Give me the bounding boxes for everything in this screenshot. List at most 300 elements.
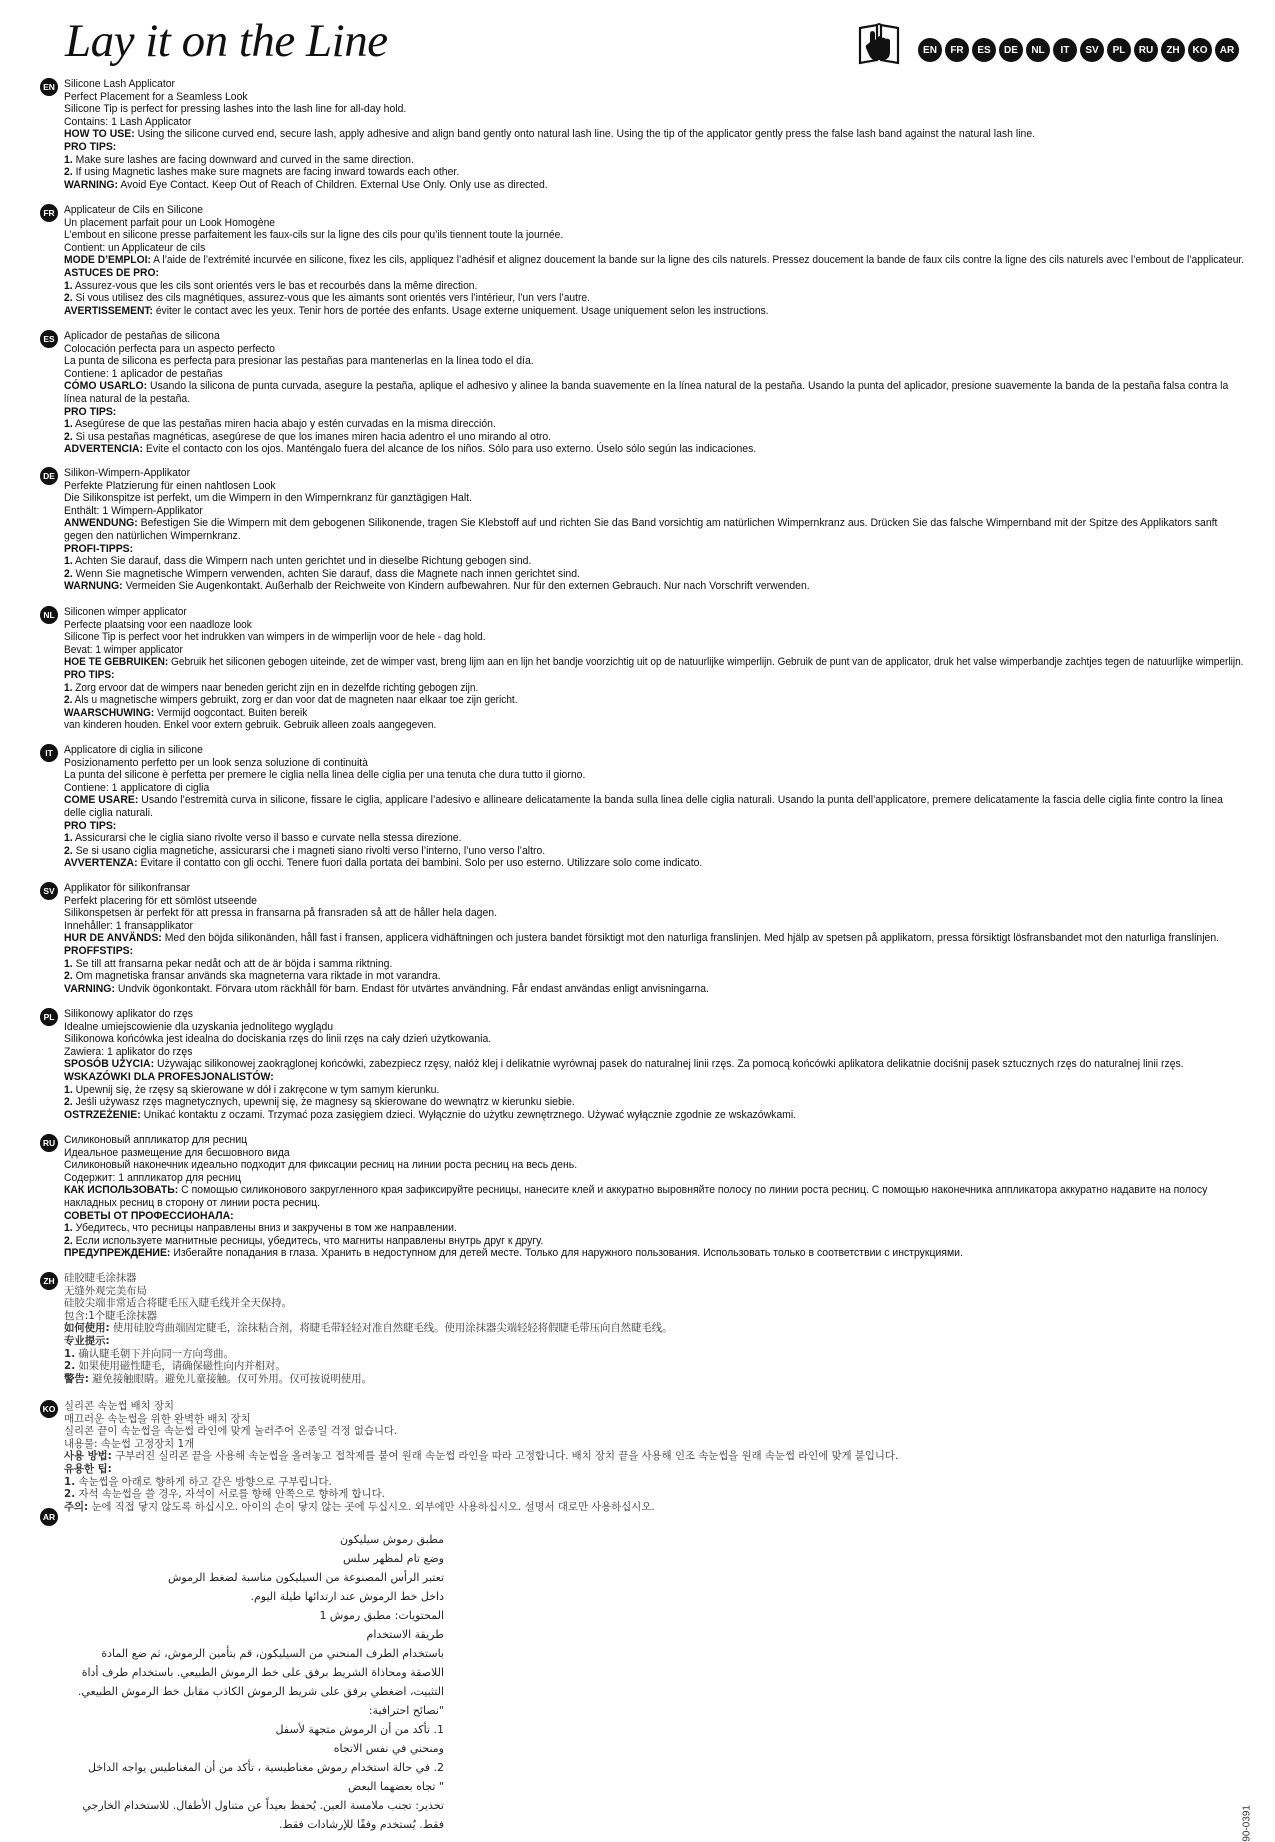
language-badge: AR — [40, 1508, 58, 1526]
line-text: 자석 속눈썹을 쓸 경우, 자석이 서로를 향해 안쪽으로 향하게 합니다. — [75, 1488, 385, 1501]
arabic-line: تعتبر الرأس المصنوعة من السيليكون مناسبة لضغط الرموش — [168, 1571, 444, 1584]
text-line — [64, 418, 1244, 431]
line-text: Usando l’estremità curva in silicone, fissare le ciglia, applicare l’adesivo e allineare delicatamente la banda sulla linea delle ciglia naturali. Usando la punta dell’applicatore, premere delicatamente la fascia delle ciglia finte contro la linea delle ciglia naturali. — [64, 794, 1223, 819]
line-text: Achten Sie darauf, dass die Wimpern nach unten gerichtet und in dieselbe Richtung gebogen sind. — [72, 555, 532, 568]
instruction-text — [64, 1008, 1244, 1121]
line-text: Als u magnetische wimpers gebruikt, zorg er dan voor dat de magneten naar elkaar toe zijn gericht. — [72, 694, 518, 707]
text-line — [64, 380, 1229, 405]
bold-label: 사용 방법: — [64, 1450, 112, 1463]
text-line — [64, 91, 1244, 104]
bold-label: PROFFSTIPS: — [64, 944, 134, 957]
text-line — [64, 543, 1244, 556]
text-line — [64, 1134, 1244, 1147]
text-line — [64, 707, 1244, 720]
bold-label: 1. — [64, 279, 73, 292]
line-text: Se till att fransarna pekar nedåt och att de är böjda i samma riktning. — [72, 957, 393, 970]
bold-label: 1. — [64, 555, 73, 568]
line-text: Asegúrese de que las pestañas miren hacia abajo y estén curvadas en la misma dirección. — [72, 418, 496, 431]
language-badge-it: IT — [1053, 38, 1077, 62]
line-text: 눈에 직접 닿지 않도록 하십시오. 아이의 손이 닿지 않는 곳에 두십시오. 외부에만 사용하십시오. 설명서 대로만 사용하십시오. — [88, 1500, 655, 1513]
text-line — [64, 656, 1244, 669]
arabic-line: 1. تأكد من أن الرموش متجهة لأسفل — [275, 1723, 444, 1736]
line-text: Siliconen wimper applicator — [64, 606, 187, 618]
language-badge: SV — [40, 882, 58, 900]
bold-label: WARNUNG: — [64, 580, 123, 593]
bold-label: HOW TO USE: — [64, 128, 135, 141]
language-badge: ZH — [40, 1272, 58, 1290]
bold-label: MODE D’EMPLOI: — [64, 254, 151, 267]
instruction-text — [64, 204, 1244, 317]
text-line — [64, 1335, 1244, 1348]
text-line — [64, 945, 1244, 958]
bold-label: КАК ИСПОЛЬЗОВАТЬ: — [64, 1184, 179, 1197]
line-text: Enthält: 1 Wimpern-Applikator — [64, 504, 203, 517]
bold-label: 1. — [64, 957, 73, 970]
line-text: Evitare il contatto con gli occhi. Tenere fuori dalla portata dei bambini. Solo per uso esterno. Utilizzare solo come indicato. — [137, 857, 703, 870]
language-badge-nl: NL — [1026, 38, 1050, 62]
text-line — [64, 1033, 1244, 1046]
text-line — [64, 845, 1244, 858]
bold-label: 2. — [64, 166, 73, 179]
bold-label: VARNING: — [64, 982, 115, 995]
text-line — [64, 1184, 1229, 1209]
text-line — [64, 606, 1244, 619]
instruction-text — [64, 744, 1244, 870]
text-line — [64, 631, 1244, 644]
text-line — [64, 406, 1244, 419]
text-line — [64, 1348, 1244, 1361]
line-text: Unikać kontaktu z oczami. Trzymać poza zasięgiem dzieci. Wyłącznie do użytku zewnętrznego. Używać wyłącznie zgodnie ze wskazówkami. — [140, 1108, 797, 1121]
line-text: Aplicador de pestañas de silicona — [64, 330, 220, 342]
arabic-line: المحتويات: مطبق رموش 1 — [319, 1609, 444, 1622]
instruction-text — [64, 606, 1244, 732]
line-text: L’embout en silicone presse parfaitement les faux-cils sur la ligne des cils pour qu’ils tiennent toute la journée. — [64, 229, 564, 242]
bold-label: OSTRZEŻENIE: — [64, 1108, 141, 1121]
line-text: Zorg ervoor dat de wimpers naar beneden gericht zijn en in dezelfde richting gebogen zijn. — [72, 681, 479, 694]
text-line — [64, 505, 1244, 518]
line-text: Om magnetiska fransar används ska magneterna vara riktade in mot varandra. — [72, 970, 441, 983]
text-line — [64, 1501, 1244, 1514]
line-text: 使用硅胶弯曲端固定睫毛，涂抹粘合剂，将睫毛带轻轻对准自然睫毛线。使用涂抹器尖端轻轻将假睫毛带压向自然睫毛线。 — [109, 1322, 673, 1335]
section-ko — [40, 1400, 1260, 1513]
text-line — [64, 1360, 1244, 1373]
bold-label: 如何使用: — [64, 1322, 110, 1335]
line-text: Silikonowy aplikator do rzęs — [64, 1008, 194, 1020]
language-badge: ES — [40, 330, 58, 348]
bold-label: 2. — [64, 430, 73, 443]
bold-label: 2. — [64, 1096, 73, 1109]
section-fr — [40, 204, 1260, 317]
text-line — [64, 305, 1244, 318]
text-line — [64, 694, 1244, 707]
bold-label: СОВЕТЫ ОТ ПРОФЕССИОНАЛА: — [64, 1209, 234, 1222]
text-line — [64, 229, 1244, 242]
arabic-text-block — [64, 1530, 444, 1834]
arabic-line: فقط. يُستخدم وفقًا للإرشادات فقط. — [279, 1818, 444, 1831]
text-line — [64, 254, 1244, 267]
text-line — [64, 1058, 1244, 1071]
line-text: Perfecte plaatsing voor een naadloze look — [64, 618, 252, 631]
line-text: 包含:1个睫毛涂抹器 — [64, 1309, 157, 1322]
text-line — [64, 116, 1244, 129]
bold-label: HOE TE GEBRUIKEN: — [64, 656, 169, 669]
text-line — [64, 166, 1244, 179]
arabic-line: وضع تام لمظهر سلس — [343, 1552, 444, 1565]
bold-label: 1. — [64, 418, 73, 431]
line-text: 구부러진 실리콘 끝을 사용해 속눈썹을 올려놓고 접착제를 붙여 원래 속눈썹 라인을 따라 고정합니다. 배치 장치 끝을 사용해 인조 속눈썹을 원래 속눈썹 라인에 맞게 붙입니다. — [111, 1450, 899, 1463]
line-text: 실리콘 속눈썹 배치 장치 — [64, 1400, 175, 1412]
line-text: Gebruik het siliconen gebogen uiteinde, zet de wimper vast, breng lijm aan en lijn het bandje voorzichtig uit op de natuurlijke wimperlijn. Gebruik de punt van de applicator, druk het valse wimperbandje zachtjes tegen de natuurlijke wimperlijn. — [168, 656, 1244, 669]
text-line — [64, 1210, 1244, 1223]
section-pl — [40, 1008, 1260, 1121]
page-title: Lay it on the Line — [65, 15, 388, 67]
line-text: Posizionamento perfetto per un look senza soluzione di continuità — [64, 756, 368, 769]
line-text: Zawiera: 1 aplikator do rzęs — [64, 1045, 193, 1058]
line-text: Wenn Sie magnetische Wimpern verwenden, achten Sie darauf, dass die Magnete nach innen gerichtet sind. — [72, 567, 580, 580]
section-it — [40, 744, 1260, 870]
text-line — [64, 330, 1244, 343]
bold-label: 1. — [64, 681, 73, 694]
line-text: 确认睫毛朝下并向同一方向弯曲。 — [75, 1347, 234, 1360]
line-text: Если используете магнитные ресницы, убедитесь, что магниты направлены внутрь друг к другу. — [72, 1234, 544, 1247]
language-badge: IT — [40, 744, 58, 762]
bold-label: ПРЕДУПРЕЖДЕНИЕ: — [64, 1247, 171, 1260]
line-text: Idealne umiejscowienie dla uzyskania jednolitego wyglądu — [64, 1020, 334, 1033]
line-text: La punta de silicona es perfecta para presionar las pestañas para mantenerlas en la línea todo el día. — [64, 355, 534, 368]
line-text: Силиконовый наконечник идеально подходит для фиксации ресниц на линии роста ресниц на весь день. — [64, 1159, 578, 1172]
text-line — [64, 794, 1229, 819]
text-line — [64, 669, 1244, 682]
language-badge: EN — [40, 78, 58, 96]
bold-label: 1. — [64, 153, 73, 166]
bold-label: 警告: — [64, 1372, 89, 1385]
arabic-line: "نصائح احترافية: — [368, 1704, 444, 1717]
line-text: Убедитесь, что ресницы направлены вниз и закручены в том же направлении. — [72, 1222, 457, 1235]
instruction-text — [64, 1272, 1244, 1385]
text-line — [64, 719, 1244, 732]
text-line — [64, 619, 1244, 632]
text-line — [64, 882, 1244, 895]
arabic-line: طريقة الاستخدام — [366, 1628, 444, 1641]
text-line — [64, 1096, 1244, 1109]
text-line — [64, 368, 1244, 381]
text-line — [64, 757, 1244, 770]
line-text: Contiene: 1 aplicador de pestañas — [64, 367, 223, 380]
instruction-text — [64, 1134, 1244, 1260]
line-text: Upewnij się, że rzęsy są skierowane w dół i zakręcone w tym samym kierunku. — [72, 1083, 440, 1096]
text-line — [64, 1021, 1244, 1034]
text-line — [64, 920, 1244, 933]
line-text: Contient: un Applicateur de cils — [64, 241, 206, 254]
text-line — [64, 568, 1244, 581]
text-line — [64, 857, 1244, 870]
line-text: Befestigen Sie die Wimpern mit dem gebogenen Silikonende, tragen Sie Klebstoff auf und richten Sie das Band vorsichtig am natürlichen Wimpernkranz aus. Drücken Sie das falsche Wimpernband mit der Spitze des Applikators sanft gegen den natürlichen Wimpernkranz. — [64, 517, 1218, 542]
line-text: С помощью силиконового закругленного края зафиксируйте ресницы, нанесите клей и аккуратно выровняйте полосу по линии роста ресниц. С помощью наконечника аппликатора аккуратно надавите на полосу накладных ресниц в сторону от линии роста ресниц. — [64, 1184, 1208, 1209]
text-line — [64, 1413, 1244, 1426]
language-badge-ru: RU — [1134, 38, 1158, 62]
line-text: Die Silikonspitze ist perfekt, um die Wimpern in den Wimpernkranz für ganztägigen Halt. — [64, 492, 472, 505]
line-text: Perfekt placering för ett sömlöst utseende — [64, 894, 257, 907]
text-line — [64, 280, 1244, 293]
language-badge-zh: ZH — [1161, 38, 1185, 62]
text-line — [64, 958, 1244, 971]
line-text: 매끄러운 속눈썹을 위한 완벽한 배치 장치 — [64, 1412, 251, 1425]
bold-label: 2. — [64, 1360, 76, 1373]
line-text: Undvik ögonkontakt. Förvara utom räckhåll för barn. Endast för utvärtes användning. Får endast användas enligt anvisningarna. — [114, 982, 709, 995]
bold-label: 2. — [64, 844, 73, 857]
text-line — [64, 1172, 1244, 1185]
language-badge-ar: AR — [1215, 38, 1239, 62]
line-text: Contiene: 1 applicatore di ciglia — [64, 781, 210, 794]
arabic-line: التثبيت، اضغطي برفق على شريط الرموش الكاذب مقابل خط الرموش الطبيعي. — [77, 1685, 444, 1698]
text-line — [64, 1438, 1244, 1451]
line-text: Usando la silicona de punta curvada, asegure la pestaña, aplique el adhesivo y alinee la banda suavemente en la línea natural de la pestaña. Usando la punta del aplicador, presione suavemente la banda de la pestaña falsa contra la línea natural de la pestaña. — [64, 380, 1229, 405]
text-line — [64, 517, 1229, 542]
text-line — [64, 907, 1244, 920]
text-line — [64, 1222, 1244, 1235]
text-line — [64, 78, 1244, 91]
bold-label: 2. — [64, 1234, 73, 1247]
instruction-text — [64, 882, 1244, 995]
text-line — [64, 983, 1244, 996]
language-badge-sv: SV — [1080, 38, 1104, 62]
line-text: Silicone Tip is perfect for pressing lashes into the lash line for all-day hold. — [64, 103, 407, 116]
text-line — [64, 355, 1244, 368]
line-text: van kinderen houden. Enkel voor extern gebruik. Gebruik alleen zoals aangegeven. — [64, 719, 437, 732]
line-text: Assicurarsi che le ciglia siano rivolte verso il basso e curvate nella stessa direzione. — [72, 832, 462, 845]
bold-label: 1. — [64, 1083, 73, 1096]
language-badge: RU — [40, 1134, 58, 1152]
text-line — [64, 1272, 1244, 1285]
text-line — [64, 1235, 1244, 1248]
language-badge-ko: KO — [1188, 38, 1212, 62]
bold-label: AVVERTENZA: — [64, 857, 138, 870]
bold-label: WARNING: — [64, 178, 119, 191]
text-line — [64, 103, 1244, 116]
line-text: Avoid Eye Contact. Keep Out of Reach of Children. External Use Only. Only use as directed. — [118, 178, 548, 191]
text-line — [64, 769, 1244, 782]
text-line — [64, 1463, 1244, 1476]
bold-label: COME USARE: — [64, 794, 139, 807]
bold-label: ADVERTENCIA: — [64, 443, 144, 456]
arabic-line: ومنحني في نفس الاتجاه — [333, 1742, 444, 1755]
line-text: Med den böjda silikonänden, håll fast i fransen, applicera vidhäftningen och justera bandet försiktigt mot den naturliga franslinjen. Med hjälp av spetsen på applikatorn, pressa försiktigt lösfransbandet mot den naturliga franslinjen. — [161, 932, 1220, 945]
arabic-line: مطبق رموش سيليكون — [339, 1533, 444, 1546]
bold-label: PRO TIPS: — [64, 140, 117, 153]
sku-code: 90-0391 — [1242, 1805, 1253, 1842]
line-text: Make sure lashes are facing downward and curved in the same direction. — [72, 153, 414, 166]
line-text: Содержит: 1 аппликатор для ресниц — [64, 1171, 241, 1184]
language-badge: KO — [40, 1400, 58, 1418]
language-badge: NL — [40, 606, 58, 624]
instruction-text — [64, 1400, 1244, 1513]
line-text: 실리콘 끝이 속눈썹을 속눈썹 라인에 맞게 눌러주어 온종일 걱정 없습니다. — [64, 1425, 398, 1438]
line-text: 无缝外观完美布局 — [64, 1284, 147, 1297]
text-line — [64, 267, 1244, 280]
line-text: Jeśli używasz rzęs magnetycznych, upewnij się, że magnesy są skierowane do wewnątrz w kierunku siebie. — [72, 1096, 575, 1109]
text-line — [64, 1450, 1244, 1463]
bold-label: 1. — [64, 1475, 76, 1488]
line-text: Używając silikonowej zaokrąglonej końcówki, zabezpiecz rzęsy, nałóż klej i delikatnie wyrównaj pasek do naturalnej linii rzęs. Za pomocą końcówki aplikatora delikatnie dociśnij pasek sztucznych rzęs do naturalnej linii rzęs. — [154, 1058, 1184, 1071]
bold-label: CÓMO USARLO: — [64, 380, 148, 393]
line-text: Избегайте попадания в глаза. Хранить в недоступном для детей месте. Только для наружного пользования. Использовать только в соответствии с инструкциями. — [170, 1247, 963, 1260]
text-line — [64, 179, 1244, 192]
section-ru — [40, 1134, 1260, 1260]
bold-label: 2. — [64, 567, 73, 580]
text-line — [64, 932, 1244, 945]
instruction-text — [64, 330, 1244, 456]
text-line — [64, 1322, 1244, 1335]
bold-label: ASTUCES DE PRO: — [64, 266, 159, 279]
arabic-line: باستخدام الطرف المنحني من السيليكون، قم بتأمين الرموش، ثم ضع المادة — [101, 1647, 444, 1660]
text-line — [64, 555, 1244, 568]
line-text: 내용물: 속눈썹 고정장치 1개 — [64, 1437, 195, 1450]
line-text: Vermijd oogcontact. Buiten bereik — [154, 706, 308, 719]
text-line — [64, 682, 1244, 695]
text-line — [64, 644, 1244, 657]
read-manual-icon — [856, 20, 902, 66]
text-line — [64, 431, 1244, 444]
language-badge-es: ES — [972, 38, 996, 62]
text-line — [64, 292, 1244, 305]
arabic-line: 2. في حالة استخدام رموش مغناطيسية ، تأكد من أن المغناطيس يواجه الداخل — [88, 1761, 444, 1774]
text-line — [64, 782, 1244, 795]
line-text: Силиконовый аппликатор для ресниц — [64, 1134, 248, 1146]
text-line — [64, 1425, 1244, 1438]
text-line — [64, 832, 1244, 845]
line-text: Applicatore di ciglia in silicone — [64, 744, 203, 756]
bold-label: AVERTISSEMENT: — [64, 304, 153, 317]
bold-label: PRO TIPS: — [64, 405, 117, 418]
line-text: Bevat: 1 wimper applicator — [64, 643, 183, 656]
text-line — [64, 443, 1244, 456]
text-line — [64, 1046, 1244, 1059]
text-line — [64, 1476, 1244, 1489]
line-text: 避免接触眼睛。避免儿童接触。仅可外用。仅可按说明使用。 — [88, 1372, 372, 1385]
line-text: Perfekte Platzierung für einen nahtlosen Look — [64, 479, 276, 492]
line-text: 硅胶睫毛涂抹器 — [64, 1272, 137, 1284]
text-line — [64, 204, 1244, 217]
text-line — [64, 1400, 1244, 1413]
section-en — [40, 78, 1260, 191]
bold-label: 专业提示: — [64, 1334, 110, 1347]
text-line — [64, 744, 1244, 757]
line-text: Si usa pestañas magnéticas, asegúrese de que los imanes miren hacia adentro el uno mirando al otro. — [72, 430, 552, 443]
bold-label: WSKAZÓWKI DLA PROFESJONALISTÓW: — [64, 1070, 274, 1083]
text-line — [64, 467, 1244, 480]
line-text: éviter le contact avec les yeux. Tenir hors de portée des enfants. Usage externe uniquement. Usage uniquement selon les instructions. — [152, 304, 769, 317]
section-de — [40, 467, 1260, 593]
text-line — [64, 1109, 1244, 1122]
bold-label: 1. — [64, 1347, 76, 1360]
line-text: Un placement parfait pour un Look Homogène — [64, 216, 276, 229]
line-text: Silicone Tip is perfect voor het indrukken van wimpers in de wimperlijn voor de hele - dag hold. — [64, 631, 486, 644]
line-text: Perfect Placement for a Seamless Look — [64, 90, 248, 103]
bold-label: HUR DE ANVÄNDS: — [64, 932, 162, 945]
bold-label: 1. — [64, 832, 73, 845]
text-line — [64, 128, 1244, 141]
text-line — [64, 1310, 1244, 1323]
text-line — [64, 1247, 1244, 1260]
line-text: Colocación perfecta para un aspecto perfecto — [64, 342, 276, 355]
text-line — [64, 970, 1244, 983]
text-line — [64, 492, 1244, 505]
text-line — [64, 1159, 1244, 1172]
bold-label: 2. — [64, 292, 73, 305]
bold-label: 유용한 팁: — [64, 1462, 112, 1475]
text-line — [64, 1071, 1244, 1084]
bold-label: SPOSÓB UŻYCIA: — [64, 1058, 155, 1071]
text-line — [64, 1488, 1244, 1501]
bold-label: 2. — [64, 970, 73, 983]
text-line — [64, 1008, 1244, 1021]
line-text: Contains: 1 Lash Applicator — [64, 115, 192, 128]
arabic-line: داخل خط الرموش عند ارتدائها طيلة اليوم. — [250, 1590, 444, 1603]
text-line — [64, 1147, 1244, 1160]
text-line — [64, 820, 1244, 833]
line-text: Se si usano ciglia magnetiche, assicurarsi che i magneti siano rivolti verso l’interno, l’uno verso l’altro. — [72, 844, 546, 857]
line-text: Silicone Lash Applicator — [64, 78, 176, 90]
instruction-text — [64, 467, 1244, 593]
text-line — [64, 1084, 1244, 1097]
text-line — [64, 217, 1244, 230]
bold-label: PROFI-TIPPS: — [64, 542, 134, 555]
bold-label: PRO TIPS: — [64, 819, 117, 832]
line-text: Assurez-vous que les cils sont orientés vers le bas et recourbés dans la même direction. — [72, 279, 478, 292]
line-text: 속눈썹을 아래로 향하게 하고 같은 방향으로 구부립니다. — [75, 1475, 332, 1488]
language-badge: FR — [40, 204, 58, 222]
line-text: Идеальное размещение для бесшовного вида — [64, 1146, 290, 1159]
language-badge-fr: FR — [945, 38, 969, 62]
text-line — [64, 141, 1244, 154]
language-badges — [918, 38, 1239, 62]
text-line — [64, 154, 1244, 167]
bold-label: WAARSCHUWING: — [64, 706, 155, 719]
line-text: Applicateur de Cils en Silicone — [64, 204, 203, 216]
language-badge-en: EN — [918, 38, 942, 62]
bold-label: 1. — [64, 1222, 73, 1235]
bold-label: 주의: — [64, 1500, 89, 1513]
text-line — [64, 580, 1244, 593]
text-line — [64, 1373, 1244, 1386]
line-text: If using Magnetic lashes make sure magnets are facing inward towards each other. — [72, 166, 460, 179]
section-es — [40, 330, 1260, 456]
text-line — [64, 1285, 1244, 1298]
line-text: Vermeiden Sie Augenkontakt. Außerhalb der Reichweite von Kindern aufbewahren. Nur für den externen Gebrauch. Nur nach Vorschrift verwenden. — [122, 580, 810, 593]
text-line — [64, 1297, 1244, 1310]
text-line — [64, 343, 1244, 356]
bold-label: ANWENDUNG: — [64, 517, 138, 530]
instruction-text — [64, 78, 1244, 191]
language-badge-de: DE — [999, 38, 1023, 62]
line-text: Silikonspetsen är perfekt för att pressa in fransarna på fransraden så att de håller hela dagen. — [64, 907, 498, 920]
line-text: 如果使用磁性睫毛，请确保磁性向内并相对。 — [75, 1360, 286, 1373]
bold-label: 2. — [64, 694, 73, 707]
line-text: La punta del silicone è perfetta per premere le ciglia nella linea delle ciglia per una tenuta che dura tutto il giorno. — [64, 769, 586, 782]
line-text: Using the silicone curved end, secure lash, apply adhesive and align band gently onto natural lash line. Using the tip of the applicator gently press the false lash band against the natural lash line. — [134, 128, 1036, 141]
arabic-line: " تجاه بعضهما البعض — [347, 1780, 444, 1793]
section-nl — [40, 606, 1260, 732]
section-sv — [40, 882, 1260, 995]
section-zh — [40, 1272, 1260, 1385]
line-text: A l’aide de l’extrémité incurvée en silicone, fixez les cils, appliquez l’adhésif et alignez doucement la bande sur la ligne des cils naturels. Pressez doucement la bande de faux cils contre la ligne des cils naturels avec l’embout de l’applicateur. — [150, 254, 1245, 267]
bold-label: PRO TIPS: — [64, 668, 115, 681]
bold-label: 2. — [64, 1488, 76, 1501]
language-badge: PL — [40, 1008, 58, 1026]
line-text: Innehåller: 1 fransapplikator — [64, 919, 194, 932]
line-text: Evite el contacto con los ojos. Manténgalo fuera del alcance de los niños. Sólo para uso externo. Úselo sólo según las indicaciones. — [143, 443, 757, 456]
language-badge: DE — [40, 467, 58, 485]
